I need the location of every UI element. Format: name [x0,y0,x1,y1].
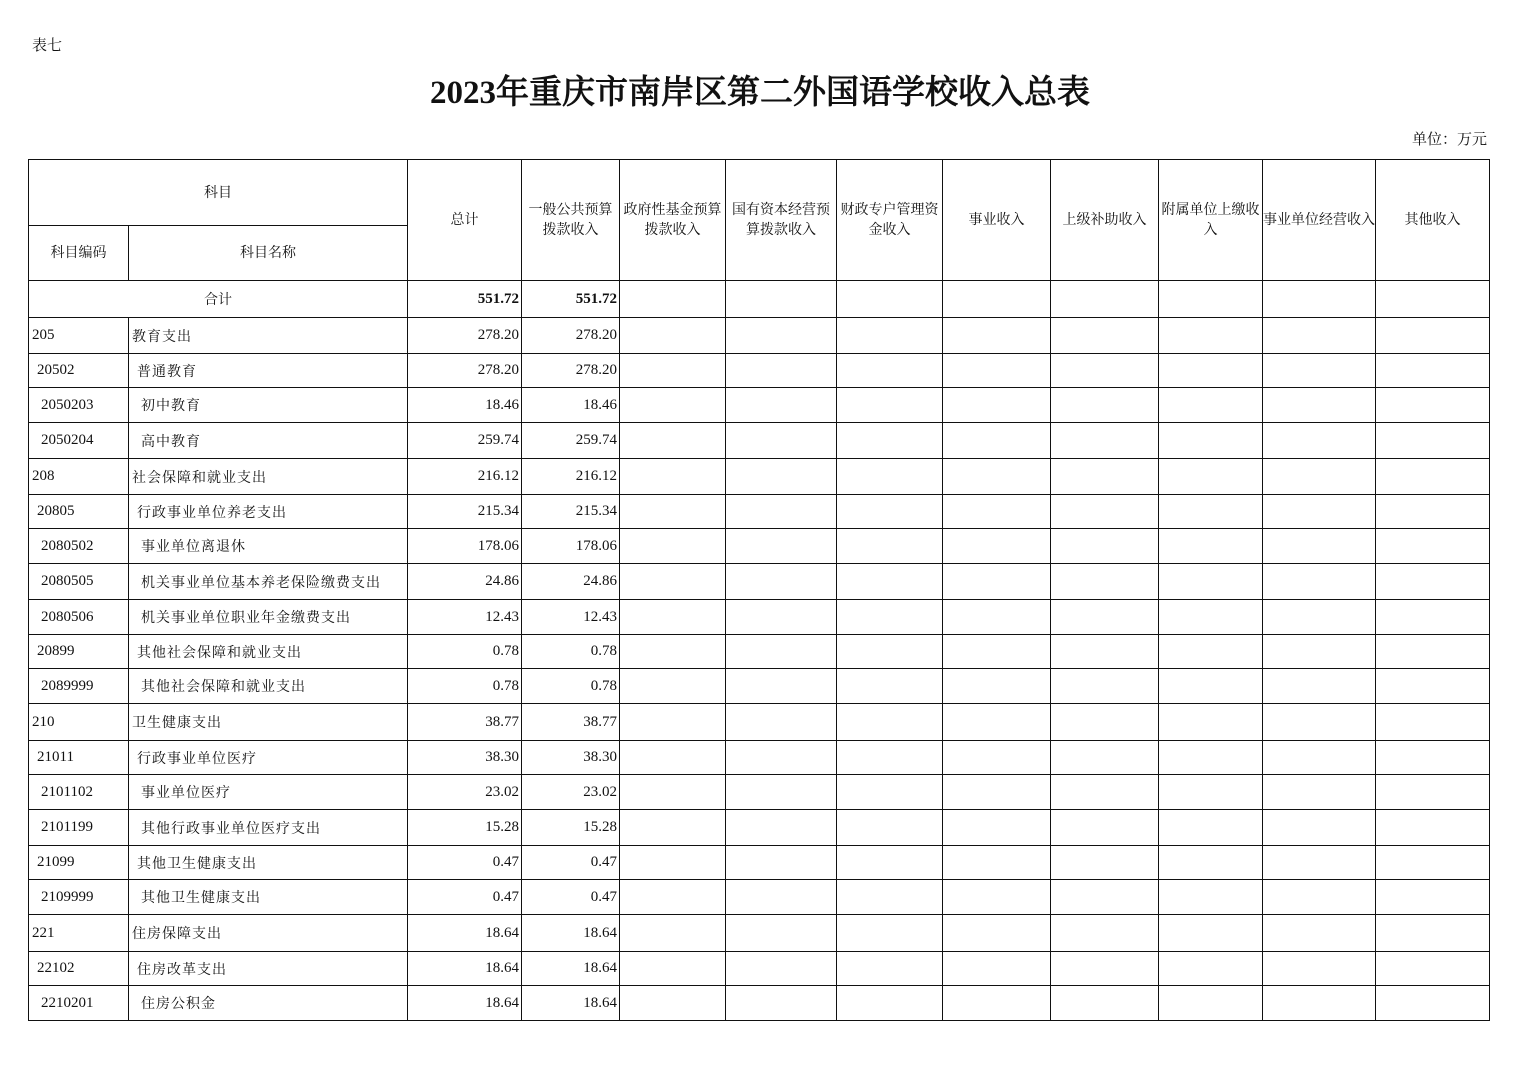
subject-name: 机关事业单位基本养老保险缴费支出 [129,564,408,600]
value-cell [943,669,1051,704]
table-row [29,459,1490,495]
value-cell [726,600,837,635]
value-cell: 18.64 [522,952,620,986]
subject-name: 其他行政事业单位医疗支出 [129,810,408,846]
value-cell [1263,669,1376,704]
value-cell [943,741,1051,775]
value-cell [1376,635,1490,669]
table-row [29,529,1490,564]
value-cell [726,915,837,952]
value-cell [1051,318,1159,354]
value-cell [620,600,726,635]
value-cell [620,846,726,880]
value-cell: 18.64 [408,986,522,1021]
value-cell [1159,952,1263,986]
value-cell [1376,495,1490,529]
column-header: 一般公共预算拨款收入 [522,160,620,281]
page-title: 2023年重庆市南岸区第二外国语学校收入总表 [430,75,1090,111]
subject-name: 住房保障支出 [129,915,408,952]
value-cell [1051,388,1159,423]
value-cell: 23.02 [522,775,620,810]
value-cell [1263,388,1376,423]
value-cell [943,635,1051,669]
value-cell [1159,880,1263,915]
column-header: 政府性基金预算拨款收入 [620,160,726,281]
value-cell [726,564,837,600]
total-cell [620,281,726,318]
value-cell: 18.64 [522,986,620,1021]
value-cell [1159,846,1263,880]
value-cell [1263,354,1376,388]
value-cell: 0.47 [522,846,620,880]
value-cell [726,318,837,354]
total-label: 合计 [29,281,408,318]
value-cell [943,318,1051,354]
value-cell [837,423,943,459]
value-cell [1263,846,1376,880]
value-cell [1263,915,1376,952]
value-cell [943,600,1051,635]
value-cell [1159,423,1263,459]
total-cell [1051,281,1159,318]
value-cell [620,529,726,564]
value-cell [1051,952,1159,986]
value-cell [1051,635,1159,669]
value-cell [620,810,726,846]
value-cell [1159,564,1263,600]
value-cell [1051,669,1159,704]
value-cell [1376,388,1490,423]
value-cell [837,495,943,529]
value-cell [837,354,943,388]
value-cell [837,564,943,600]
value-cell [943,529,1051,564]
value-cell [726,880,837,915]
value-cell [943,495,1051,529]
value-cell: 216.12 [408,459,522,495]
column-header: 财政专户管理资金收入 [837,160,943,281]
value-cell: 215.34 [408,495,522,529]
value-cell: 0.47 [408,880,522,915]
value-cell [837,388,943,423]
value-cell [837,880,943,915]
value-cell: 0.78 [522,669,620,704]
subject-name: 其他卫生健康支出 [129,846,408,880]
value-cell [1376,318,1490,354]
subject-name: 社会保障和就业支出 [129,459,408,495]
value-cell [1159,741,1263,775]
value-cell [620,459,726,495]
value-cell: 38.30 [522,741,620,775]
subject-code: 2080505 [29,564,129,600]
value-cell [1159,459,1263,495]
total-cell [943,281,1051,318]
value-cell [1159,354,1263,388]
column-header: 事业单位经营收入 [1263,160,1376,281]
value-cell [1376,880,1490,915]
subject-name: 住房改革支出 [129,952,408,986]
value-cell [1159,986,1263,1021]
total-cell [726,281,837,318]
value-cell: 0.47 [408,846,522,880]
subject-header: 科目 [29,160,408,226]
value-cell [1376,810,1490,846]
value-cell [1376,423,1490,459]
value-cell [1159,810,1263,846]
subject-code: 2210201 [29,986,129,1021]
value-cell [620,388,726,423]
value-cell: 278.20 [522,354,620,388]
value-cell [1263,952,1376,986]
table-row [29,354,1490,388]
value-cell: 23.02 [408,775,522,810]
value-cell [620,495,726,529]
value-cell [1263,635,1376,669]
subject-code: 2050203 [29,388,129,423]
value-cell [837,741,943,775]
column-header: 其他收入 [1376,160,1490,281]
subject-code: 208 [29,459,129,495]
subject-code: 221 [29,915,129,952]
value-cell [1376,741,1490,775]
value-cell: 278.20 [408,318,522,354]
value-cell [1159,495,1263,529]
value-cell [1263,880,1376,915]
value-cell [837,600,943,635]
value-cell [1159,915,1263,952]
table-row [29,810,1490,846]
value-cell: 215.34 [522,495,620,529]
value-cell [1263,775,1376,810]
value-cell [837,635,943,669]
subject-code: 20805 [29,495,129,529]
value-cell [1159,388,1263,423]
value-cell [620,354,726,388]
value-cell: 0.47 [522,880,620,915]
subject-code: 20502 [29,354,129,388]
value-cell [1376,952,1490,986]
total-cell [1159,281,1263,318]
subject-name: 其他卫生健康支出 [129,880,408,915]
subject-code: 22102 [29,952,129,986]
value-cell [1051,810,1159,846]
table-row [29,741,1490,775]
total-cell: 551.72 [522,281,620,318]
table-row [29,318,1490,354]
value-cell: 24.86 [522,564,620,600]
table-row [29,846,1490,880]
table-label: 表七 [32,36,63,54]
subject-name: 卫生健康支出 [129,704,408,741]
table-row [29,880,1490,915]
table-row [29,635,1490,669]
value-cell [837,704,943,741]
subject-code: 2080506 [29,600,129,635]
value-cell [837,529,943,564]
value-cell: 18.64 [408,952,522,986]
subject-code: 20899 [29,635,129,669]
value-cell: 259.74 [408,423,522,459]
value-cell [726,459,837,495]
code-header: 科目编码 [29,226,129,281]
value-cell [943,354,1051,388]
subject-code: 2089999 [29,669,129,704]
table-row [29,952,1490,986]
value-cell [1159,318,1263,354]
unit-label: 单位：万元 [1411,130,1487,148]
value-cell [1263,318,1376,354]
value-cell [943,915,1051,952]
subject-name: 行政事业单位养老支出 [129,495,408,529]
value-cell [620,775,726,810]
value-cell [1159,669,1263,704]
value-cell: 178.06 [522,529,620,564]
value-cell: 38.77 [522,704,620,741]
subject-name: 事业单位医疗 [129,775,408,810]
value-cell [1263,495,1376,529]
subject-code: 21011 [29,741,129,775]
value-cell: 216.12 [522,459,620,495]
value-cell [1263,423,1376,459]
value-cell [726,952,837,986]
value-cell [1263,459,1376,495]
value-cell [943,952,1051,986]
value-cell [1159,600,1263,635]
subject-name: 高中教育 [129,423,408,459]
value-cell [1263,810,1376,846]
table-body [29,281,1490,1021]
value-cell [943,564,1051,600]
subject-name: 教育支出 [129,318,408,354]
value-cell [1159,704,1263,741]
subject-name: 初中教育 [129,388,408,423]
value-cell [837,952,943,986]
value-cell: 12.43 [522,600,620,635]
value-cell: 278.20 [522,318,620,354]
subject-code: 210 [29,704,129,741]
value-cell [1376,600,1490,635]
value-cell [726,986,837,1021]
value-cell [726,669,837,704]
value-cell [837,846,943,880]
value-cell [1159,529,1263,564]
total-cell [1376,281,1490,318]
value-cell [1051,564,1159,600]
value-cell [1159,775,1263,810]
value-cell [620,423,726,459]
column-header: 事业收入 [943,160,1051,281]
value-cell [1263,564,1376,600]
column-header: 国有资本经营预算拨款收入 [726,160,837,281]
table-row [29,564,1490,600]
column-header: 总计 [408,160,522,281]
value-cell [726,635,837,669]
subject-name: 普通教育 [129,354,408,388]
subject-code: 2080502 [29,529,129,564]
value-cell [1376,564,1490,600]
value-cell: 18.46 [408,388,522,423]
value-cell [943,846,1051,880]
value-cell: 178.06 [408,529,522,564]
subject-name: 其他社会保障和就业支出 [129,669,408,704]
subject-code: 2050204 [29,423,129,459]
value-cell [726,495,837,529]
value-cell [1051,423,1159,459]
table-header [29,160,1490,281]
table-row [29,704,1490,741]
value-cell [1051,986,1159,1021]
subject-code: 2101102 [29,775,129,810]
value-cell [1263,600,1376,635]
value-cell [1051,495,1159,529]
value-cell [943,459,1051,495]
value-cell [1051,741,1159,775]
value-cell [837,986,943,1021]
column-header: 上级补助收入 [1051,160,1159,281]
value-cell [1051,775,1159,810]
value-cell [726,388,837,423]
value-cell [837,775,943,810]
value-cell [1263,741,1376,775]
subject-code: 205 [29,318,129,354]
value-cell: 259.74 [522,423,620,459]
value-cell: 38.77 [408,704,522,741]
subject-name: 机关事业单位职业年金缴费支出 [129,600,408,635]
subject-name: 其他社会保障和就业支出 [129,635,408,669]
value-cell [837,459,943,495]
value-cell [1376,354,1490,388]
value-cell [1051,459,1159,495]
subject-name: 事业单位离退休 [129,529,408,564]
value-cell: 12.43 [408,600,522,635]
value-cell: 0.78 [408,635,522,669]
value-cell: 278.20 [408,354,522,388]
value-cell [837,810,943,846]
value-cell [1376,459,1490,495]
table-row [29,495,1490,529]
subject-name: 行政事业单位医疗 [129,741,408,775]
value-cell: 15.28 [522,810,620,846]
table-row [29,669,1490,704]
value-cell [1051,880,1159,915]
value-cell [1263,986,1376,1021]
subject-name: 住房公积金 [129,986,408,1021]
value-cell [1051,600,1159,635]
value-cell [943,775,1051,810]
value-cell [726,529,837,564]
value-cell [1159,635,1263,669]
value-cell [726,704,837,741]
value-cell [620,669,726,704]
value-cell [943,880,1051,915]
table-row [29,775,1490,810]
table-row [29,388,1490,423]
value-cell [1051,704,1159,741]
table-row [29,423,1490,459]
value-cell [726,846,837,880]
value-cell [1051,529,1159,564]
value-cell [1263,704,1376,741]
value-cell [620,952,726,986]
table-row [29,915,1490,952]
value-cell [1376,775,1490,810]
value-cell: 24.86 [408,564,522,600]
value-cell [1376,986,1490,1021]
value-cell [620,564,726,600]
value-cell [1376,846,1490,880]
table-row [29,986,1490,1021]
value-cell [1051,846,1159,880]
value-cell [726,775,837,810]
value-cell [943,704,1051,741]
value-cell [620,880,726,915]
value-cell: 15.28 [408,810,522,846]
value-cell [837,669,943,704]
value-cell [620,704,726,741]
value-cell [726,810,837,846]
subject-code: 2101199 [29,810,129,846]
value-cell: 18.64 [522,915,620,952]
value-cell [1051,354,1159,388]
table-row [29,600,1490,635]
value-cell [1376,669,1490,704]
value-cell: 38.30 [408,741,522,775]
value-cell [726,741,837,775]
value-cell [943,423,1051,459]
value-cell [620,741,726,775]
value-cell [1051,915,1159,952]
column-header: 附属单位上缴收入 [1159,160,1263,281]
value-cell [726,423,837,459]
value-cell: 18.46 [522,388,620,423]
total-cell [1263,281,1376,318]
subject-code: 2109999 [29,880,129,915]
value-cell [837,318,943,354]
value-cell [726,354,837,388]
value-cell: 18.64 [408,915,522,952]
value-cell [1376,529,1490,564]
value-cell [943,388,1051,423]
name-header: 科目名称 [129,226,408,281]
value-cell [837,915,943,952]
value-cell [620,986,726,1021]
value-cell [943,986,1051,1021]
value-cell [620,915,726,952]
income-table [28,159,1490,1021]
total-cell [837,281,943,318]
value-cell: 0.78 [408,669,522,704]
subject-code: 21099 [29,846,129,880]
value-cell [1263,529,1376,564]
value-cell: 0.78 [522,635,620,669]
value-cell [620,635,726,669]
value-cell [1376,704,1490,741]
value-cell [620,318,726,354]
total-cell: 551.72 [408,281,522,318]
value-cell [943,810,1051,846]
total-row [29,281,1490,318]
value-cell [1376,915,1490,952]
